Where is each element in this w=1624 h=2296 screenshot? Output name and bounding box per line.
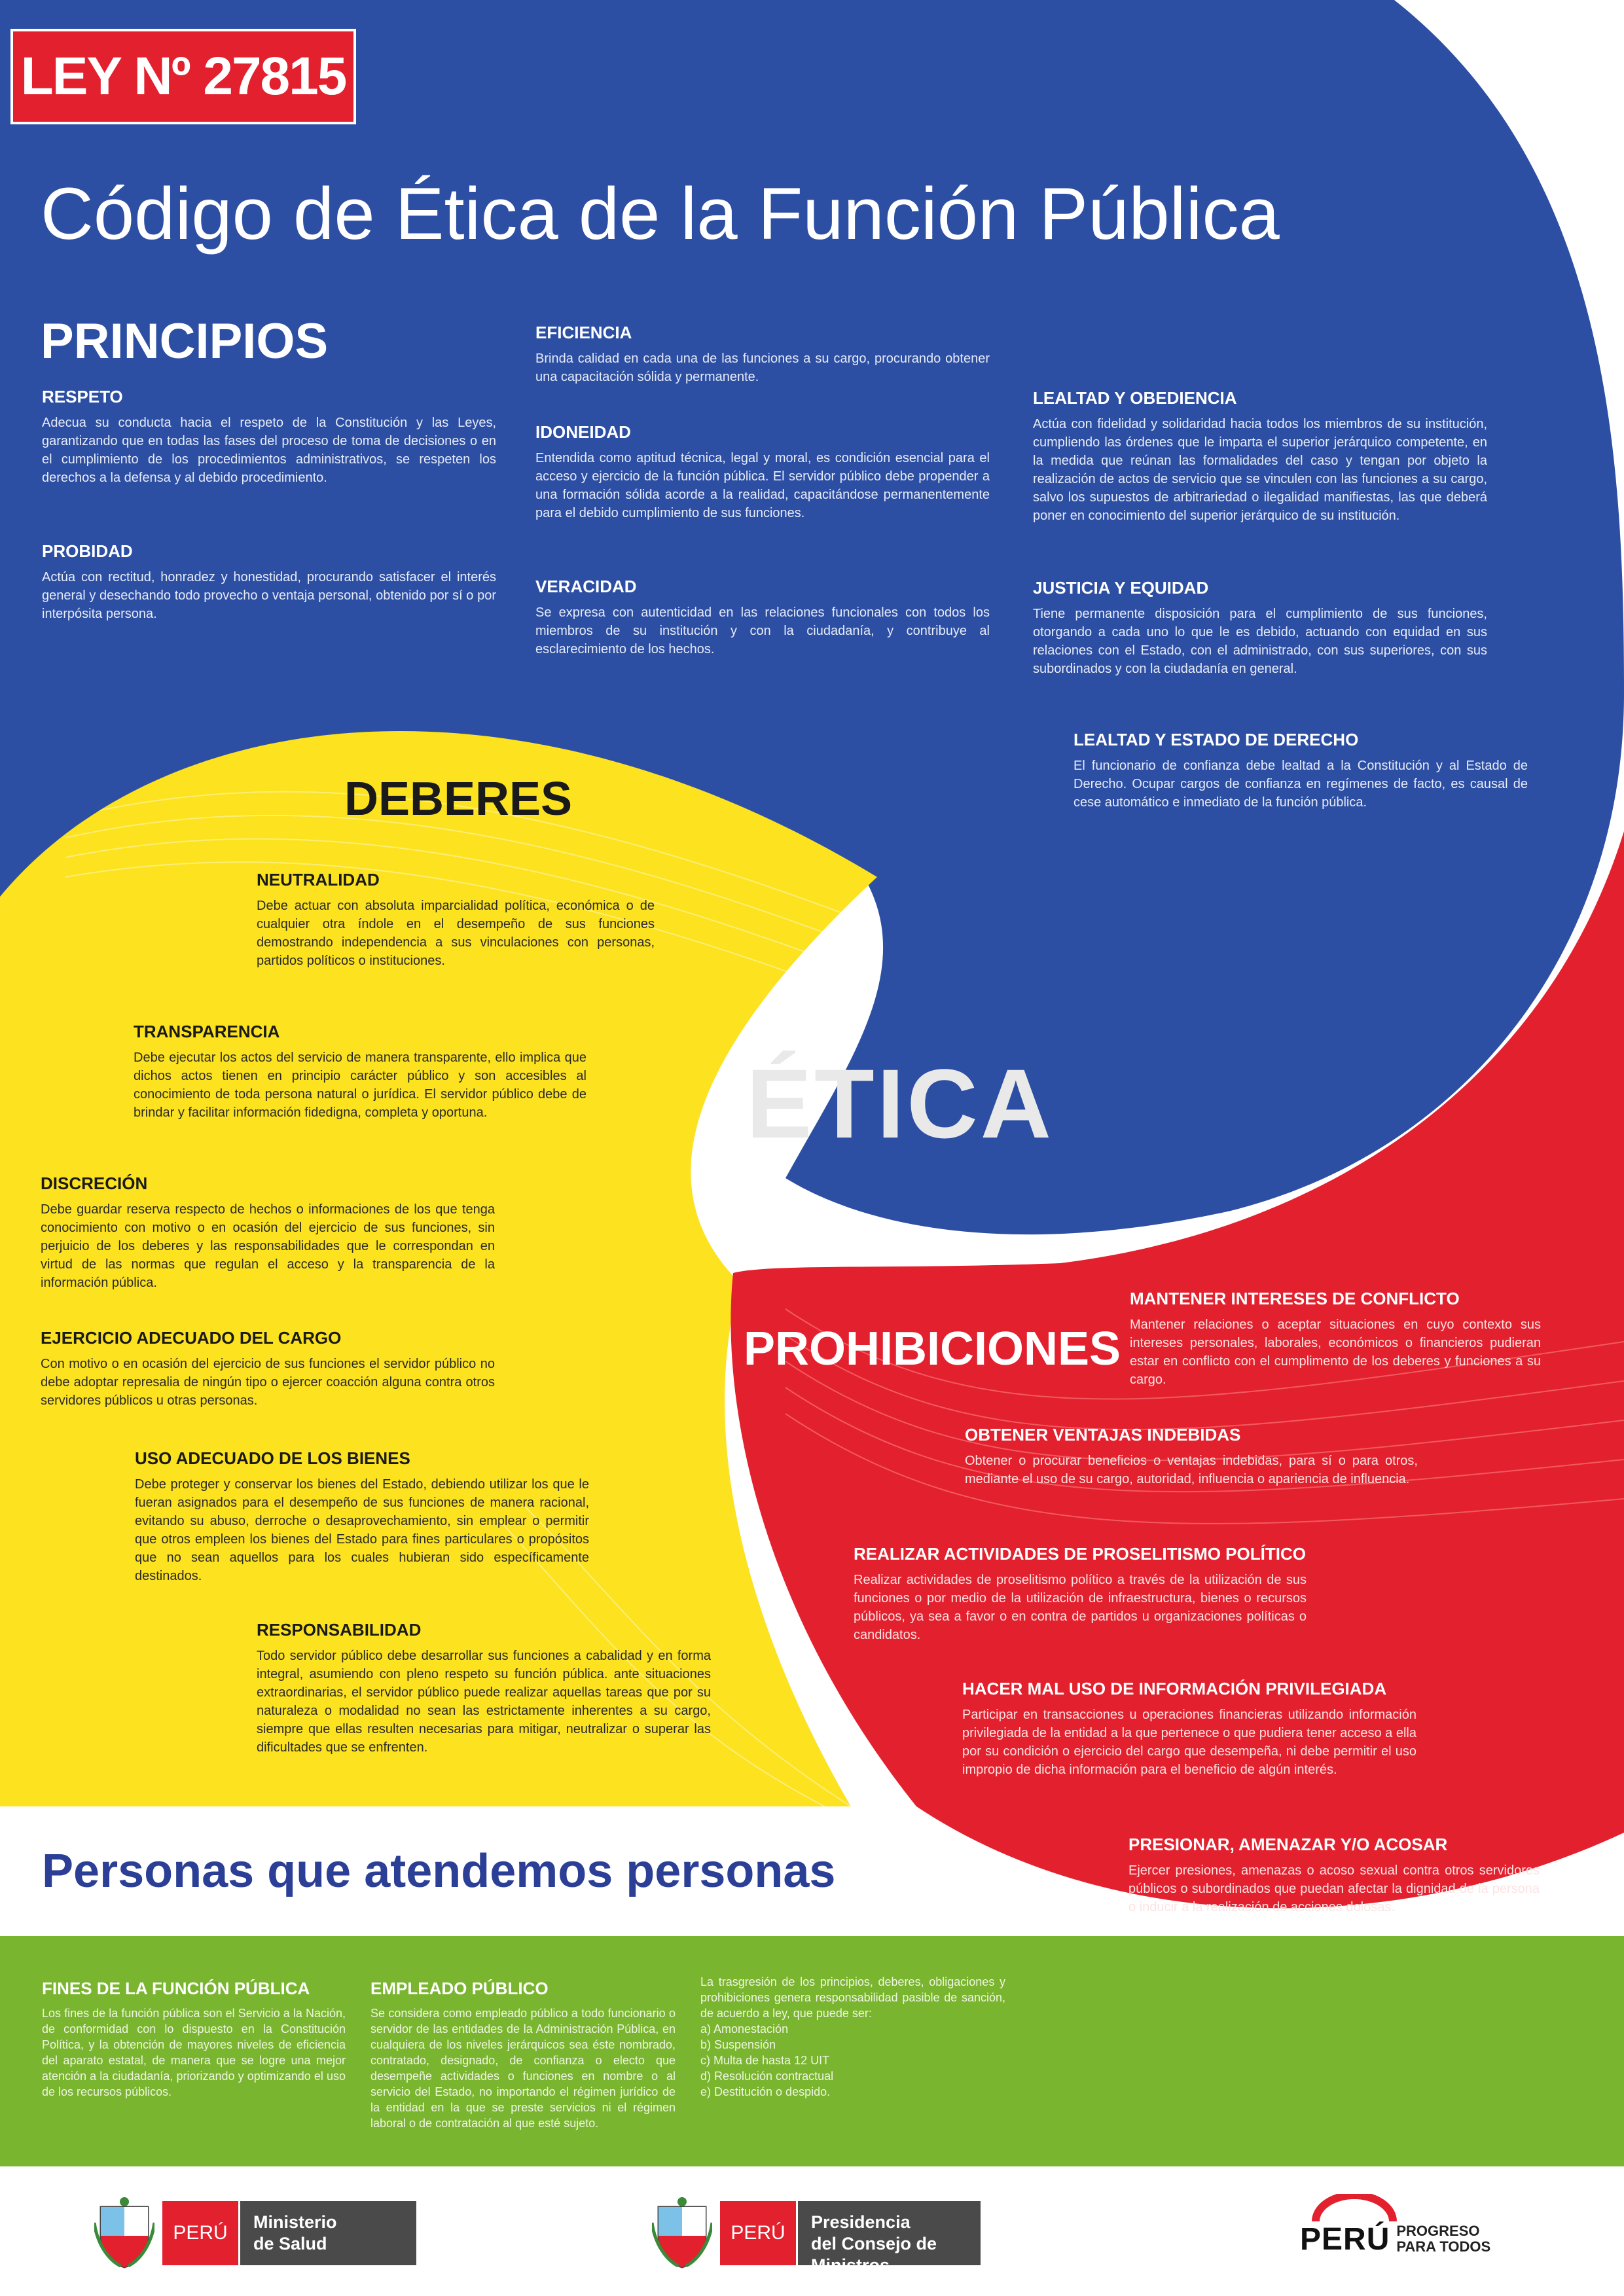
empleado-publico bbox=[370, 1978, 676, 2131]
sancion-item: b) Suspensión bbox=[700, 2038, 776, 2051]
brand-word: PERÚ bbox=[1300, 2222, 1390, 2257]
principio-heading: PROBIDAD bbox=[42, 541, 133, 561]
principio-body: Brinda calidad en cada una de las funciones a su cargo, procurando obtener una capacitación sólida y permanente. bbox=[535, 351, 990, 384]
sancion-item: d) Resolución contractual bbox=[700, 2070, 834, 2083]
slogan: Personas que atendemos personas bbox=[42, 1845, 836, 1897]
sancion-item: a) Amonestación bbox=[700, 2022, 789, 2036]
deber-heading: NEUTRALIDAD bbox=[257, 870, 380, 889]
deber-heading: EJERCICIO ADECUADO DEL CARGO bbox=[41, 1328, 342, 1348]
peru-label: PERÚ bbox=[720, 2201, 796, 2265]
prohibicion-body: Realizar actividades de proselitismo político a través de la utilización de sus funciones o por medio de la utilización de infraestructura, bienes o recursos públicos, ya sea a favor o en contra de partidos u organizaciones políticas o candidatos. bbox=[854, 1573, 1307, 1642]
deber-heading: RESPONSABILIDAD bbox=[257, 1620, 422, 1640]
deber-heading: USO ADECUADO DE LOS BIENES bbox=[135, 1448, 410, 1468]
principio-lealtad-obediencia bbox=[1033, 387, 1487, 525]
minsa-line: de Salud bbox=[253, 2234, 327, 2253]
prohibicion-presionar-acosar bbox=[1128, 1834, 1540, 1916]
deber-body: Debe guardar reserva respecto de hechos o informaciones de los que tenga conocimiento con motivo o en ocasión del ejercicio de sus funciones, sin perjuicio de los deberes y las responsabilidades que le correspondan en virtud de las normas que regulan el acceso y la transparencia de la información pública. bbox=[41, 1202, 495, 1290]
prohibicion-heading: MANTENER INTERESES DE CONFLICTO bbox=[1130, 1289, 1460, 1308]
fines-heading: FINES DE LA FUNCIÓN PÚBLICA bbox=[42, 1979, 310, 1998]
principio-body: El funcionario de confianza debe lealtad a la Constitución y al Estado de Derecho. Ocupar cargos de confianza en regímenes de facto, es causal de cese automático e inmediato de la función pública. bbox=[1074, 759, 1528, 810]
principio-justicia-equidad bbox=[1033, 577, 1487, 678]
sancion-item: c) Multa de hasta 12 UIT bbox=[700, 2054, 830, 2067]
etica-watermark: ÉTICA bbox=[746, 1049, 1054, 1158]
prohibicion-body: Participar en transacciones u operaciones financieras utilizando información privilegiada de la entidad a la que pertenece o que pudiera tener acceso a ella por su condición o ejercicio del cargo que desempeña, ni debe permitir el uso impropio de dicha información para el beneficio de algún interés. bbox=[962, 1708, 1416, 1777]
deber-body: Debe proteger y conservar los bienes del Estado, debiendo utilizar los que le fueran asignados para el desempeño de sus funciones de manera racional, evitando su abuso, derroche o desaprovechamiento, sin emplear o permitir que otros empleen los bienes del Estado para fines particulares o propósitos que no sean aquellos para los cuales hubieran sido específicamente destinados. bbox=[135, 1477, 589, 1583]
deber-discrecion bbox=[41, 1173, 495, 1292]
prohibicion-body: Ejercer presiones, amenazas o acoso sexual contra otros servidores públicos o subordinados que puedan afectar la dignidad de la persona o inducir a la realización de acciones dolosas. bbox=[1128, 1863, 1540, 1914]
prohibicion-ventajas-indebidas bbox=[965, 1424, 1418, 1488]
deber-ejercicio-cargo bbox=[41, 1327, 495, 1410]
principio-idoneidad bbox=[535, 422, 990, 522]
deber-uso-bienes bbox=[135, 1448, 589, 1585]
principio-eficiencia bbox=[535, 322, 990, 386]
prohibicion-heading: OBTENER VENTAJAS INDEBIDAS bbox=[965, 1425, 1241, 1444]
prohibicion-body: Mantener relaciones o aceptar situaciones en cuyo contexto sus intereses personales, laborales, económicos o financieros pudieran estar en conflicto con el cumplimento de los deberes y funciones a su cargo. bbox=[1130, 1318, 1541, 1387]
prohibicion-informacion-privilegiada bbox=[962, 1678, 1416, 1779]
minsa-line: Ministerio bbox=[253, 2212, 337, 2232]
principio-veracidad bbox=[535, 576, 990, 658]
fines-body: Los fines de la función pública son el Servicio a la Nación, de conformidad con lo dispuesto en la Constitución Política, y la obtención de mayores niveles de eficiencia del aparato estatal, de manera que se logre una mejor atención a la ciudadanía, priorizando y optimizando el uso de los recursos públicos. bbox=[42, 2007, 346, 2098]
deber-transparencia bbox=[134, 1021, 586, 1122]
principio-body: Tiene permanente disposición para el cumplimiento de sus funciones, otorgando a cada uno lo que le es debido, actuando con equidad en sus relaciones con el Estado, con el administrado, con sus superiores, con sus subordinados y con la ciudadanía en general. bbox=[1033, 607, 1487, 676]
principio-heading: RESPETO bbox=[42, 387, 123, 406]
tagline-line: PARA TODOS bbox=[1396, 2238, 1491, 2255]
prohibicion-heading: HACER MAL USO DE INFORMACIÓN PRIVILEGIADA bbox=[962, 1679, 1387, 1698]
principio-respeto bbox=[42, 386, 496, 487]
principio-body: Actúa con rectitud, honradez y honestidad, procurando satisfacer el interés general y desechando todo provecho o ventaja personal, obtenido por sí o por interpósita persona. bbox=[42, 570, 496, 621]
principio-heading: IDONEIDAD bbox=[535, 422, 631, 442]
prohibicion-body: Obtener o procurar beneficios o ventajas indebidas, para sí o para otros, mediante el uso de su cargo, autoridad, influencia o apariencia de influencia. bbox=[965, 1454, 1418, 1486]
logo-pcm bbox=[652, 2197, 981, 2275]
deber-body: Con motivo o en ocasión del ejercicio de sus funciones el servidor público no debe adoptar represalia de ningún tipo o ejercer coacción alguna contra otros servidores públicos u otras personas. bbox=[41, 1357, 495, 1408]
sanciones-intro: La trasgresión de los principios, deberes, obligaciones y prohibiciones genera responsabilidad pasible de sanción, de acuerdo a ley, que puede ser: bbox=[700, 1975, 1005, 2020]
principio-lealtad-estado bbox=[1074, 729, 1528, 812]
empleado-heading: EMPLEADO PÚBLICO bbox=[370, 1979, 549, 1998]
prohibicion-proselitismo bbox=[854, 1543, 1307, 1644]
logo-peru-progreso bbox=[1300, 2194, 1490, 2257]
page-title: Código de Ética de la Función Pública bbox=[41, 173, 1280, 255]
principio-heading: VERACIDAD bbox=[535, 577, 637, 596]
brand-tagline bbox=[1396, 2223, 1490, 2255]
deber-body: Debe ejecutar los actos del servicio de manera transparente, ello implica que dichos actos tienen en principio carácter público y son accesibles al conocimiento de toda persona natural o jurídica. El servidor público debe de brindar y facilitar información fidedigna, completa y oportuna. bbox=[134, 1050, 586, 1120]
principio-heading: EFICIENCIA bbox=[535, 323, 632, 342]
tagline-line: PROGRESO bbox=[1396, 2223, 1480, 2239]
deber-body: Todo servidor público debe desarrollar sus funciones a cabalidad y en forma integral, asumiendo con pleno respeto su función pública. ante situaciones extraordinarias, el servidor público puede realizar aquellas tareas que por su naturaleza o modalidad no sean las estrictamente inherentes a su cargo, siempre que ellas resulten necesarias para mitigar, neutralizar o superar las dificultades que se enfrenten. bbox=[257, 1649, 711, 1755]
minsa-label bbox=[238, 2201, 416, 2265]
pcm-line: del Consejo de Ministros bbox=[811, 2234, 937, 2275]
sancion-item: e) Destitución o despido. bbox=[700, 2085, 831, 2098]
law-number-badge: LEY Nº 27815 bbox=[10, 29, 356, 124]
principio-body: Actúa con fidelidad y solidaridad hacia todos los miembros de su institución, cumpliendo las órdenes que le imparta el superior jerárquico competente, en la medida que reúnan las formalidades del caso y tengan por objeto la realización de actos de servicio que se vinculen con las funciones a su cargo, salvo los supuestos de arbitrariedad o ilegalidad manifiestas, las que deberá poner en conocimiento del superior jerárquico de su institución. bbox=[1033, 417, 1487, 523]
deber-responsabilidad bbox=[257, 1619, 711, 1757]
principio-heading: LEALTAD Y ESTADO DE DERECHO bbox=[1074, 730, 1359, 749]
pcm-line: Presidencia bbox=[811, 2212, 911, 2232]
deberes-title: DEBERES bbox=[344, 773, 573, 825]
coat-of-arms-icon bbox=[652, 2197, 712, 2270]
deber-neutralidad bbox=[257, 869, 655, 970]
prohibicion-heading: PRESIONAR, AMENAZAR Y/O ACOSAR bbox=[1128, 1835, 1448, 1854]
deber-heading: TRANSPARENCIA bbox=[134, 1022, 280, 1041]
prohibicion-heading: REALIZAR ACTIVIDADES DE PROSELITISMO POLÍTICO bbox=[854, 1544, 1306, 1564]
prohibiciones-title: PROHIBICIONES bbox=[744, 1323, 1121, 1375]
principio-probidad bbox=[42, 541, 496, 623]
fines-funcion-publica bbox=[42, 1978, 346, 2100]
deber-body: Debe actuar con absoluta imparcialidad política, económica o de cualquier otra índole en el desempeño de sus funciones demostrando independencia a sus vinculaciones con personas, partidos políticos o instituciones. bbox=[257, 899, 655, 968]
principio-body: Entendida como aptitud técnica, legal y moral, es condición esencial para el acceso y ejercicio de la función pública. El servidor público debe propender a una formación sólida acorde a la realidad, capacitándose permanentemente para el debido cumplimiento de sus funciones. bbox=[535, 451, 990, 520]
principio-body: Se expresa con autenticidad en las relaciones funcionales con todos los miembros de su institución y con la ciudadanía, y contribuye al esclarecimiento de los hechos. bbox=[535, 605, 990, 656]
sanciones-block bbox=[700, 1974, 1005, 2100]
deber-heading: DISCRECIÓN bbox=[41, 1174, 148, 1193]
principio-heading: JUSTICIA Y EQUIDAD bbox=[1033, 578, 1209, 598]
peru-label: PERÚ bbox=[162, 2201, 238, 2265]
logo-minsa bbox=[94, 2197, 416, 2270]
coat-of-arms-icon bbox=[94, 2197, 154, 2270]
empleado-body: Se considera como empleado público a todo funcionario o servidor de las entidades de la Administración Pública, en cualquiera de los niveles jerárquicos sea éste nombrado, contratado, designado, de confianza o electo que desempeñe actividades o funciones en nombre o al servicio del Estado, no importando el régimen jurídico de la entidad en la que se preste servicios ni el régimen laboral o de contratación al que esté sujeto. bbox=[370, 2007, 676, 2130]
pcm-label bbox=[796, 2201, 981, 2275]
arc-icon bbox=[1312, 2194, 1397, 2221]
principio-heading: LEALTAD Y OBEDIENCIA bbox=[1033, 388, 1237, 408]
principio-body: Adecua su conducta hacia el respeto de la Constitución y las Leyes, garantizando que en todas las fases del proceso de toma de decisiones o en el cumplimiento de los procedimientos administrativos, se respeten los derechos a la defensa y al debido procedimiento. bbox=[42, 416, 496, 485]
prohibicion-intereses-conflicto bbox=[1130, 1288, 1541, 1389]
principios-title: PRINCIPIOS bbox=[41, 314, 329, 369]
